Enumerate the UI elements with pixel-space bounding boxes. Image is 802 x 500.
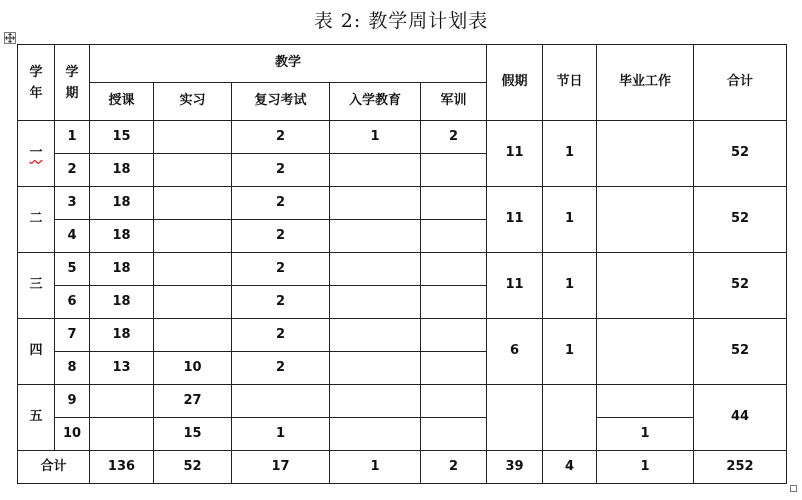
vacation-cell: 11 xyxy=(487,121,543,187)
holiday-cell: 1 xyxy=(543,253,597,319)
header-exam: 复习考试 xyxy=(232,83,330,121)
table-row xyxy=(18,319,787,352)
term-cell: 5 xyxy=(55,253,90,286)
exam-cell: 2 xyxy=(232,220,330,253)
exam-cell: 2 xyxy=(232,352,330,385)
exam-cell: 2 xyxy=(232,121,330,154)
vacation-cell xyxy=(487,385,543,451)
graduation-cell xyxy=(597,385,694,418)
exam-cell: 1 xyxy=(232,418,330,451)
term-cell: 7 xyxy=(55,319,90,352)
military-cell: 2 xyxy=(421,121,487,154)
term-cell: 2 xyxy=(55,154,90,187)
holiday-cell: 1 xyxy=(543,187,597,253)
year-total-cell: 52 xyxy=(694,187,787,253)
total-military: 2 xyxy=(421,451,487,484)
year-total-cell: 52 xyxy=(694,319,787,385)
lecture-cell: 18 xyxy=(90,319,154,352)
practice-cell xyxy=(154,253,232,286)
term-cell: 8 xyxy=(55,352,90,385)
term-cell: 6 xyxy=(55,286,90,319)
holiday-cell xyxy=(543,385,597,451)
orientation-cell xyxy=(330,385,421,418)
vacation-cell: 11 xyxy=(487,253,543,319)
graduation-cell: 1 xyxy=(597,418,694,451)
orientation-cell xyxy=(330,253,421,286)
lecture-cell: 18 xyxy=(90,187,154,220)
graduation-cell xyxy=(597,187,694,253)
year-cell: 五 xyxy=(18,385,55,451)
teaching-schedule-table xyxy=(17,44,787,484)
exam-cell: 2 xyxy=(232,253,330,286)
year-total-cell: 44 xyxy=(694,385,787,451)
header-graduation: 毕业工作 xyxy=(597,45,694,121)
lecture-cell: 13 xyxy=(90,352,154,385)
lecture-cell: 15 xyxy=(90,121,154,154)
practice-cell xyxy=(154,319,232,352)
orientation-cell xyxy=(330,418,421,451)
military-cell xyxy=(421,187,487,220)
table-row xyxy=(18,121,787,154)
total-practice: 52 xyxy=(154,451,232,484)
exam-cell: 2 xyxy=(232,154,330,187)
term-cell: 10 xyxy=(55,418,90,451)
table-move-handle-icon[interactable] xyxy=(4,32,16,44)
orientation-cell xyxy=(330,187,421,220)
practice-cell xyxy=(154,154,232,187)
military-cell xyxy=(421,253,487,286)
year-cell: 一 xyxy=(18,121,55,187)
orientation-cell xyxy=(330,154,421,187)
year-cell: 三 xyxy=(18,253,55,319)
header-school-year: 学 年 xyxy=(18,45,55,121)
practice-cell xyxy=(154,121,232,154)
term-cell: 4 xyxy=(55,220,90,253)
lecture-cell: 18 xyxy=(90,154,154,187)
total-lecture: 136 xyxy=(90,451,154,484)
exam-cell: 2 xyxy=(232,286,330,319)
totals-row xyxy=(18,451,787,484)
exam-cell: 2 xyxy=(232,187,330,220)
lecture-cell: 18 xyxy=(90,220,154,253)
orientation-cell xyxy=(330,220,421,253)
military-cell xyxy=(421,220,487,253)
header-row-1 xyxy=(18,45,787,83)
header-lecture: 授课 xyxy=(90,83,154,121)
total-vacation: 39 xyxy=(487,451,543,484)
military-cell xyxy=(421,418,487,451)
header-military: 军训 xyxy=(421,83,487,121)
graduation-cell xyxy=(597,319,694,385)
total-orientation: 1 xyxy=(330,451,421,484)
vacation-cell: 11 xyxy=(487,187,543,253)
term-cell: 3 xyxy=(55,187,90,220)
graduation-cell xyxy=(597,121,694,187)
graduation-cell xyxy=(597,253,694,319)
orientation-cell xyxy=(330,319,421,352)
practice-cell: 10 xyxy=(154,352,232,385)
lecture-cell: 18 xyxy=(90,286,154,319)
military-cell xyxy=(421,286,487,319)
header-practice: 实习 xyxy=(154,83,232,121)
header-semester: 学 期 xyxy=(55,45,90,121)
holiday-cell: 1 xyxy=(543,319,597,385)
practice-cell xyxy=(154,187,232,220)
lecture-cell xyxy=(90,385,154,418)
table-row xyxy=(18,385,787,418)
table-row xyxy=(18,187,787,220)
practice-cell: 15 xyxy=(154,418,232,451)
year-cell: 二 xyxy=(18,187,55,253)
exam-cell xyxy=(232,385,330,418)
orientation-cell: 1 xyxy=(330,121,421,154)
year-total-cell: 52 xyxy=(694,253,787,319)
vacation-cell: 6 xyxy=(487,319,543,385)
holiday-cell: 1 xyxy=(543,121,597,187)
table-row xyxy=(18,418,787,451)
header-total: 合计 xyxy=(694,45,787,121)
military-cell xyxy=(421,352,487,385)
header-teaching: 教学 xyxy=(90,45,487,83)
military-cell xyxy=(421,154,487,187)
lecture-cell: 18 xyxy=(90,253,154,286)
term-cell: 9 xyxy=(55,385,90,418)
exam-cell: 2 xyxy=(232,319,330,352)
military-cell xyxy=(421,385,487,418)
orientation-cell xyxy=(330,352,421,385)
total-exam: 17 xyxy=(232,451,330,484)
total-holiday: 4 xyxy=(543,451,597,484)
grand-total: 252 xyxy=(694,451,787,484)
header-vacation: 假期 xyxy=(487,45,543,121)
practice-cell xyxy=(154,286,232,319)
header-orientation: 入学教育 xyxy=(330,83,421,121)
orientation-cell xyxy=(330,286,421,319)
practice-cell xyxy=(154,220,232,253)
total-graduation: 1 xyxy=(597,451,694,484)
totals-label: 合计 xyxy=(18,451,90,484)
practice-cell: 27 xyxy=(154,385,232,418)
table-resize-handle[interactable] xyxy=(790,485,797,492)
page-title: 表 2: 教学周计划表 xyxy=(313,10,489,32)
year-total-cell: 52 xyxy=(694,121,787,187)
table-row xyxy=(18,253,787,286)
lecture-cell xyxy=(90,418,154,451)
term-cell: 1 xyxy=(55,121,90,154)
header-holiday: 节日 xyxy=(543,45,597,121)
year-cell: 四 xyxy=(18,319,55,385)
military-cell xyxy=(421,319,487,352)
